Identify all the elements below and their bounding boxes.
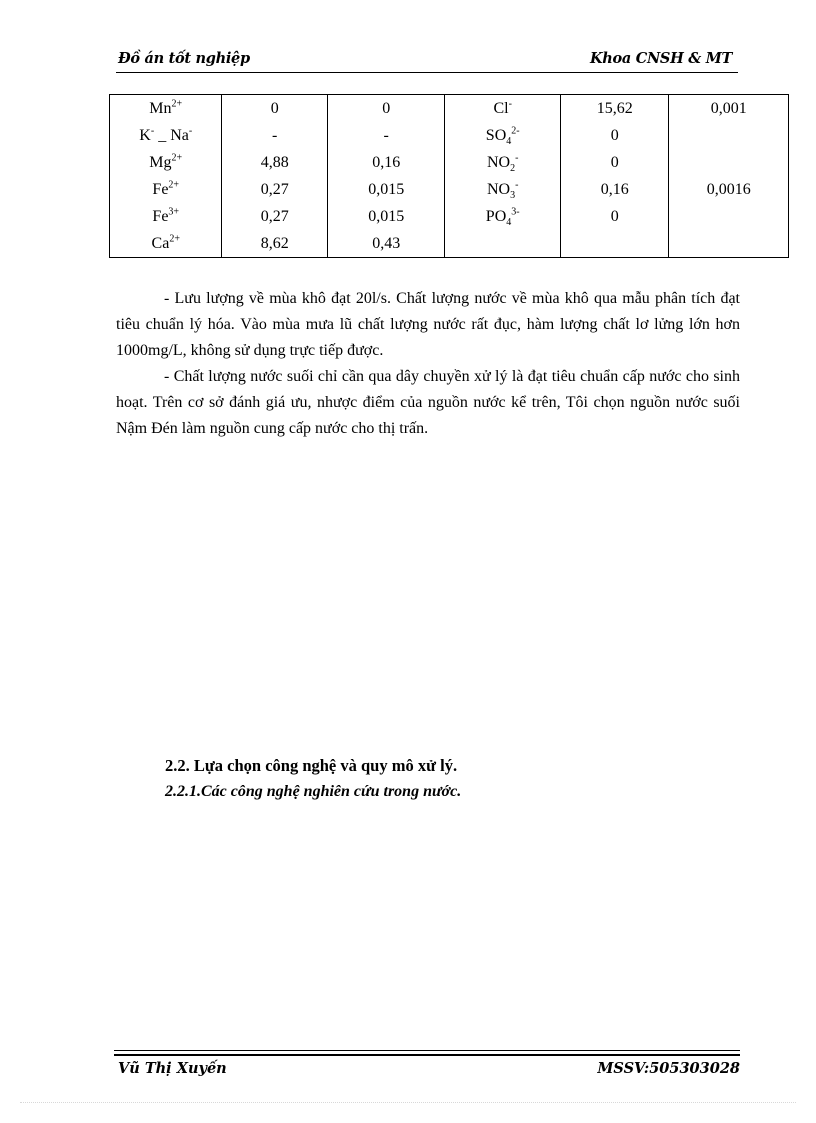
ion-charge: 3+	[168, 206, 180, 218]
anion-value2-cell	[669, 122, 789, 149]
anion-cell: $PO_4^{3-}$	[445, 203, 561, 230]
ion-charge: -	[515, 152, 519, 164]
ion-charge: 3-	[511, 206, 520, 218]
page-footer	[114, 1050, 740, 1080]
ion-charge: -	[188, 125, 193, 137]
cation-value-cell: 0,27	[222, 176, 327, 203]
page-edge-dots	[20, 1102, 796, 1103]
anion-value2-cell: 0,0016	[669, 176, 789, 203]
anion-value-cell: 0	[560, 203, 668, 230]
ion-charge: -	[515, 179, 519, 191]
water-quality-table	[109, 94, 789, 258]
cation-value-cell: 0	[222, 95, 327, 123]
ion-charge: 2+	[169, 233, 180, 245]
cation-value2-cell: 0	[327, 95, 445, 123]
cation-cell: K- _ Na-	[110, 122, 222, 149]
cation-value-cell: 4,88	[222, 149, 327, 176]
anion-value-cell	[560, 230, 668, 258]
anion-cell	[445, 230, 561, 258]
cation-value2-cell: -	[327, 122, 445, 149]
subsection-heading: 2.2.1.Các công nghệ nghiên cứu trong nước.	[165, 783, 462, 800]
ion-charge: 2-	[511, 125, 520, 137]
anion-value2-cell: 0,001	[669, 95, 789, 123]
ion-charge: 2+	[171, 98, 183, 110]
anion-value-cell: 0,16	[560, 176, 668, 203]
table-row	[110, 203, 789, 230]
ion-subscript: 4	[506, 216, 512, 228]
ion-charge: 2+	[168, 179, 180, 191]
cation-cell: $Fe^{2+}$	[110, 176, 222, 203]
cation-value2-cell: 0,16	[327, 149, 445, 176]
anion-cell: Cl-	[445, 95, 561, 123]
anion-value-cell: 0	[560, 122, 668, 149]
cation-value2-cell: 0,43	[327, 230, 445, 258]
anion-value2-cell	[669, 230, 789, 258]
footer-student-id: MSSV:505303028	[597, 1060, 740, 1077]
table-row	[110, 122, 789, 149]
cation-cell: $Fe^{3+}$	[110, 203, 222, 230]
cation-value-cell: 0,27	[222, 203, 327, 230]
footer-rule-thick	[114, 1054, 740, 1056]
cation-cell: $Mg^{2+}$	[110, 149, 222, 176]
ion-subscript: 2	[510, 162, 516, 174]
ion-charge: -	[150, 125, 155, 137]
table-row	[110, 230, 789, 258]
ion-subscript: 4	[506, 135, 512, 147]
cation-value2-cell: 0,015	[327, 176, 445, 203]
cation-value-cell: 8,62	[222, 230, 327, 258]
section-heading: 2.2. Lựa chọn công nghệ và quy mô xử lý.	[165, 756, 458, 775]
table-row	[110, 149, 789, 176]
footer-rule-thin	[114, 1050, 740, 1051]
ion-charge: 2+	[171, 152, 183, 164]
anion-cell: $NO_3^-$	[445, 176, 561, 203]
anion-value-cell: 15,62	[560, 95, 668, 123]
cation-value-cell: -	[222, 122, 327, 149]
header-faculty: Khoa CNSH & MT	[589, 50, 732, 67]
body-text	[116, 286, 740, 442]
ion-charge: -	[508, 98, 512, 110]
page-header	[116, 50, 738, 70]
anion-cell: $NO_2^-$	[445, 149, 561, 176]
header-document-title: Đồ án tốt nghiệp	[118, 50, 250, 67]
header-rule	[116, 72, 738, 73]
anion-value2-cell	[669, 203, 789, 230]
paragraph-flow-quality: - Lưu lượng về mùa khô đạt 20l/s. Chất lượng nước về mùa khô qua mẫu phân tích đạt tiêu chuẩn lý hóa. Vào mùa mưa lũ chất lượng nước rất đục, hàm lượng chất lơ lửng lớn hơn 1000mg/L, không sử dụng trực tiếp được.	[116, 290, 740, 359]
footer-author: Vũ Thị Xuyến	[118, 1060, 227, 1077]
paragraph-source-choice: - Chất lượng nước suối chỉ cần qua dây chuyền xử lý là đạt tiêu chuẩn cấp nước cho sinh hoạt. Trên cơ sở đánh giá ưu, nhược điểm của nguồn nước kể trên, Tôi chọn nguồn nước suối Nậm Đén làm nguồn cung cấp nước cho thị trấn.	[116, 368, 740, 437]
anion-value2-cell	[669, 149, 789, 176]
cation-cell: $Mn^{2+}$	[110, 95, 222, 123]
table-row	[110, 95, 789, 123]
table-row	[110, 176, 789, 203]
cation-value2-cell: 0,015	[327, 203, 445, 230]
ion-subscript: 3	[510, 189, 516, 201]
anion-value-cell: 0	[560, 149, 668, 176]
cation-cell: $Ca^{2+}$	[110, 230, 222, 258]
anion-cell: $SO_4^{2-}$	[445, 122, 561, 149]
